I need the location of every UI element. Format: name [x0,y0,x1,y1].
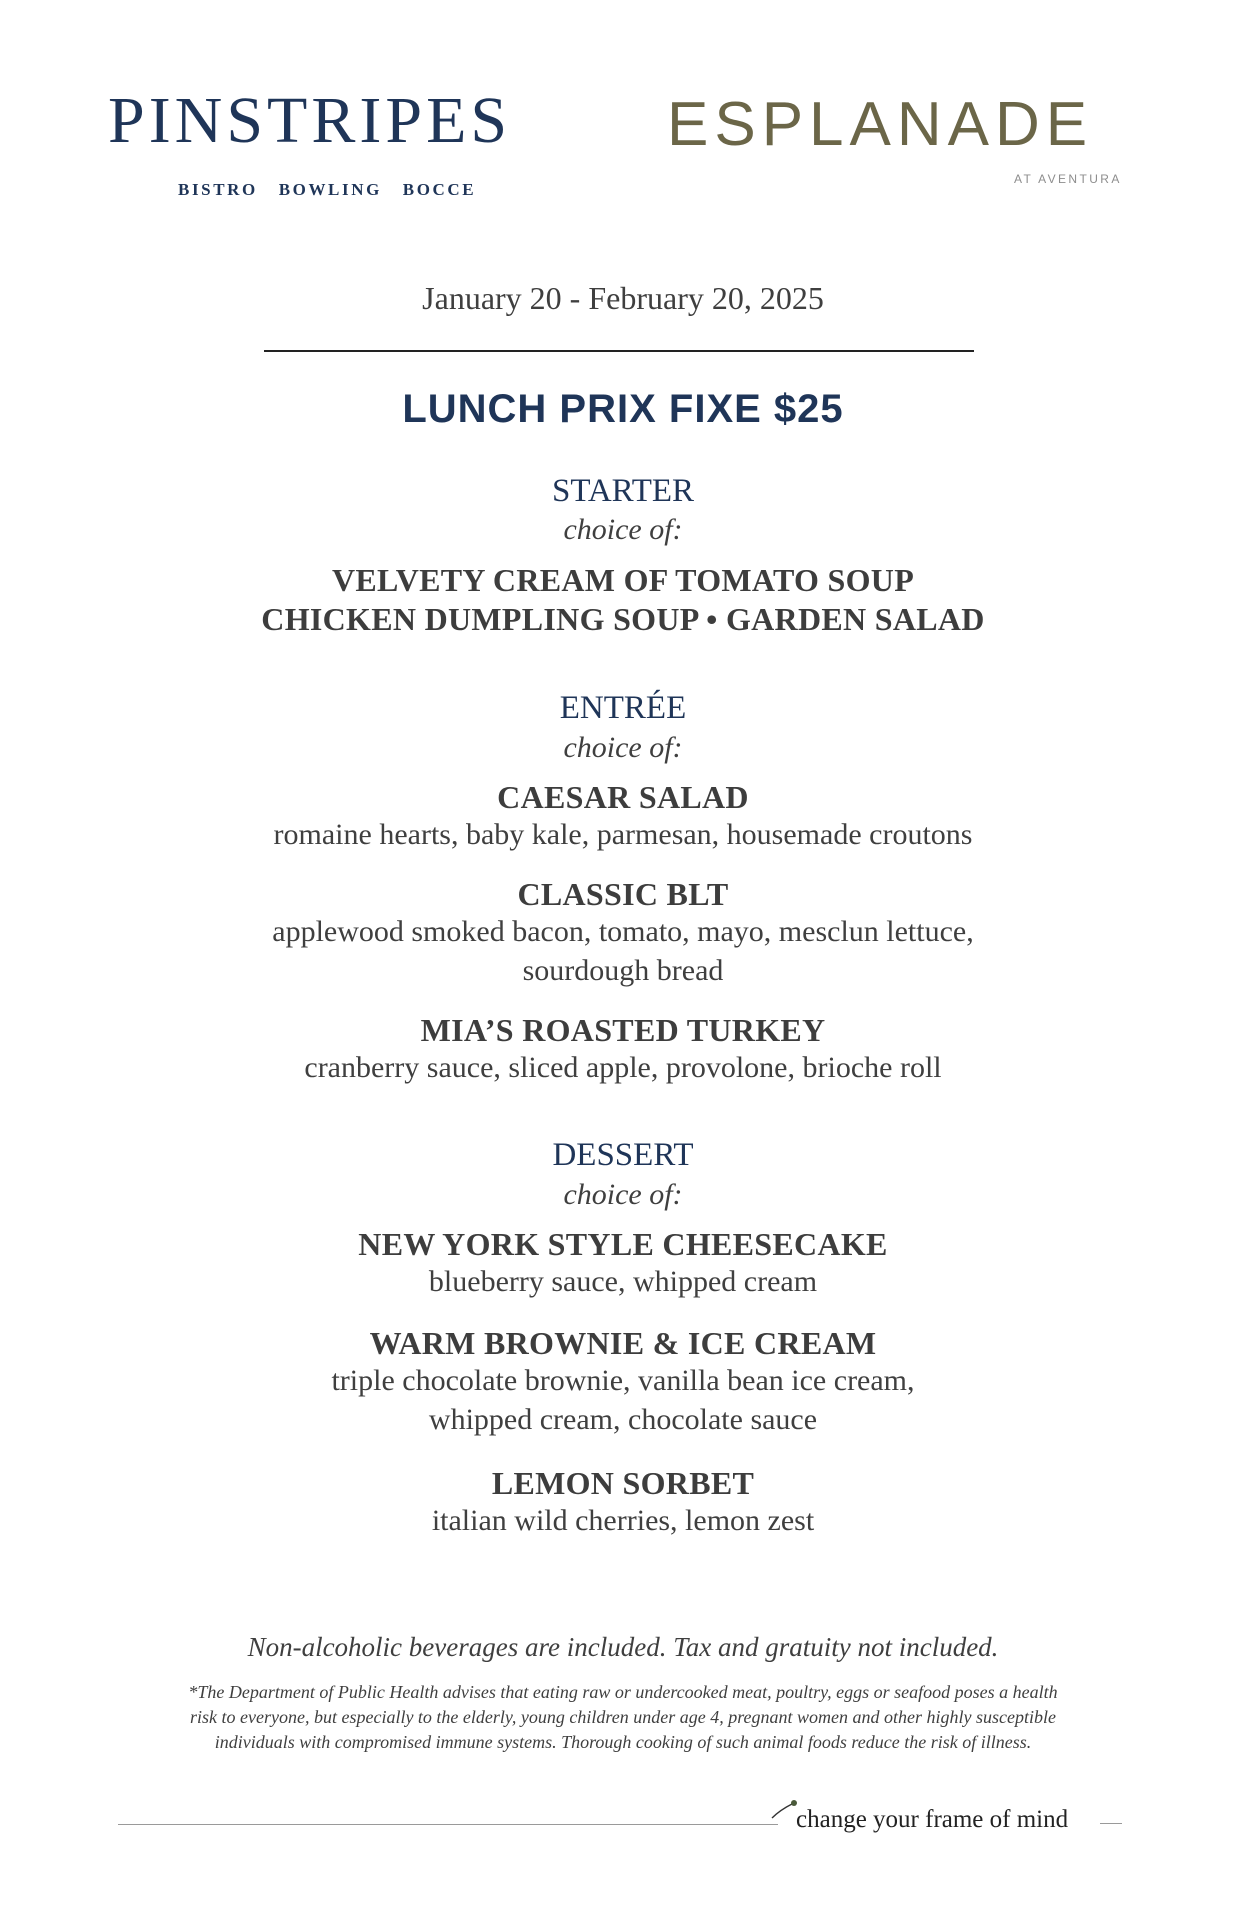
footer-tagline: change your frame of mind [796,1806,1069,1833]
starter-heading: STARTER [551,473,695,509]
dessert-item-desc: italian wild cherries, lemon zest [431,1504,815,1537]
health-advisory-line: individuals with compromised immune systems. Thorough cooking of such animal foods reduce the risk of illness. [214,1732,1032,1752]
starter-line-2: CHICKEN DUMPLING SOUP • GARDEN SALAD [261,601,985,637]
dessert-choice: choice of: [563,1178,683,1211]
health-advisory-line: *The Department of Public Health advises that eating raw or undercooked meat, poultry, eggs or seafood poses a health [188,1682,1058,1702]
health-advisory-line: risk to everyone, but especially to the elderly, young children under age 4, pregnant women and other highly susceptible [190,1707,1056,1727]
pinstripes-tagline: BISTRO BOWLING BOCCE [178,180,477,199]
dessert-item-name: LEMON SORBET [491,1465,755,1501]
dessert-heading: DESSERT [552,1137,694,1173]
entree-item-desc: applewood smoked bacon, tomato, mayo, mesclun lettuce, [272,915,974,948]
footer-rule-right [1100,1823,1122,1824]
starter-choice: choice of: [563,513,683,546]
dessert-item-desc: whipped cream, chocolate sauce [428,1403,818,1436]
footer-rule-left [118,1824,778,1825]
entree-item-desc: cranberry sauce, sliced apple, provolone, brioche roll [304,1051,942,1084]
menu-title: LUNCH PRIX FIXE $25 [402,387,844,431]
entree-heading: ENTRÉE [559,690,687,726]
divider-rule [264,350,974,352]
dessert-item-name: WARM BROWNIE & ICE CREAM [369,1325,877,1361]
date-range: January 20 - February 20, 2025 [422,280,824,316]
entree-item-name: CLASSIC BLT [517,876,729,912]
dessert-item-desc: triple chocolate brownie, vanilla bean ice cream, [331,1364,915,1397]
starter-line-1: VELVETY CREAM OF TOMATO SOUP [331,562,915,598]
entree-item-desc: romaine hearts, baby kale, parmesan, housemade croutons [273,818,973,851]
pinstripes-logo: PINSTRIPES [108,84,512,157]
entree-choice: choice of: [563,731,683,764]
esplanade-logo: ESPLANADE [667,90,1094,159]
dessert-item-name: NEW YORK STYLE CHEESECAKE [358,1226,888,1262]
beverage-note: Non-alcoholic beverages are included. Tax and gratuity not included. [247,1632,999,1662]
entree-item-name: CAESAR SALAD [497,779,749,815]
dessert-item-desc: blueberry sauce, whipped cream [428,1265,818,1298]
entree-item-desc: sourdough bread [522,954,724,987]
esplanade-tagline: AT AVENTURA [1014,172,1122,186]
entree-item-name: MIA’S ROASTED TURKEY [420,1012,826,1048]
